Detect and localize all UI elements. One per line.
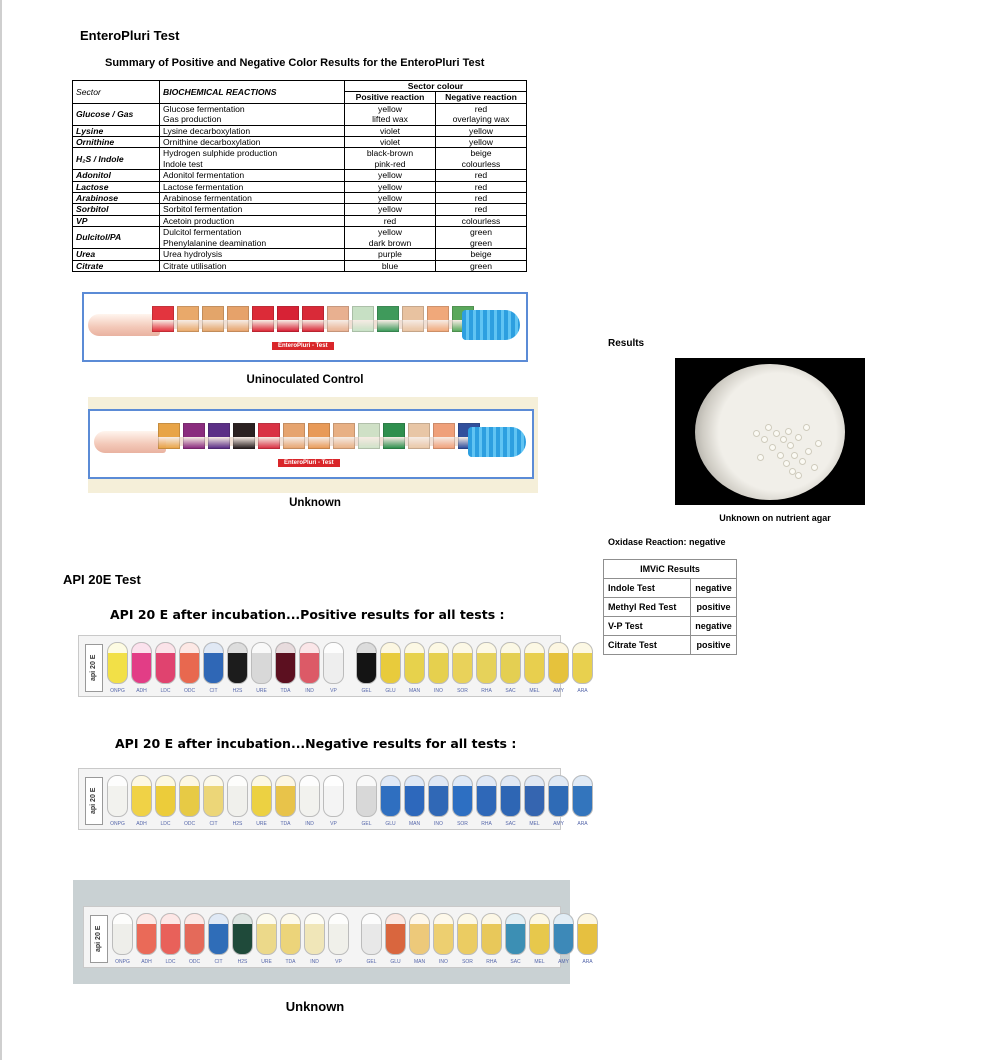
api-cup-label: TDA bbox=[280, 821, 291, 827]
table-row bbox=[73, 137, 526, 148]
api-cup-label: URE bbox=[256, 688, 267, 694]
summary-table bbox=[72, 80, 527, 272]
api-negative-title: API 20 E after incubation...Negative results for all tests : bbox=[115, 736, 517, 751]
api-cup bbox=[428, 775, 449, 817]
reaction-cell: Phenylalanine deamination bbox=[160, 238, 345, 249]
tube-compartment bbox=[233, 423, 255, 449]
negative-cell: red bbox=[436, 204, 527, 215]
api-cup bbox=[524, 642, 545, 684]
positive-cell: yellow bbox=[345, 193, 436, 204]
api-cup-label: SOR bbox=[457, 821, 468, 827]
api-cup-label: AMY bbox=[558, 959, 569, 965]
api-cup bbox=[505, 913, 526, 955]
table-row bbox=[73, 215, 526, 226]
negative-header: Negative reaction bbox=[436, 92, 527, 103]
api-cup bbox=[107, 775, 128, 817]
summary-table-title: Summary of Positive and Negative Color Results for the EnteroPluri Test bbox=[105, 57, 485, 69]
colony bbox=[780, 436, 787, 443]
api-cup bbox=[380, 642, 401, 684]
tube-label: EnteroPluri - Test bbox=[278, 459, 340, 467]
tube-compartment bbox=[202, 306, 224, 332]
table-row bbox=[73, 227, 526, 238]
api-cup bbox=[481, 913, 502, 955]
api-cup-label: URE bbox=[261, 959, 272, 965]
tube-compartment bbox=[433, 423, 455, 449]
table-row bbox=[73, 181, 526, 192]
table-row bbox=[73, 193, 526, 204]
sector-cell: Glucose / Gas bbox=[73, 103, 160, 125]
api-cup-label: VP bbox=[330, 688, 337, 694]
tube-compartment bbox=[308, 423, 330, 449]
api-cup-label: MAN bbox=[408, 688, 421, 694]
tube-compartment bbox=[302, 306, 324, 332]
api-cup-label: GEL bbox=[366, 959, 377, 965]
colony bbox=[783, 460, 790, 467]
negative-cell: colourless bbox=[461, 158, 501, 169]
api-cup bbox=[500, 642, 521, 684]
api-cup bbox=[203, 775, 224, 817]
api-cup-label: GEL bbox=[361, 688, 372, 694]
negative-cell: green bbox=[436, 227, 527, 238]
api-cup bbox=[299, 775, 320, 817]
api-cup bbox=[155, 642, 176, 684]
api-cup bbox=[553, 913, 574, 955]
table-row bbox=[73, 204, 526, 215]
colony bbox=[761, 436, 768, 443]
sector-cell: Dulcitol/PA bbox=[73, 227, 160, 249]
api-cup bbox=[452, 642, 473, 684]
positive-cell: dark brown bbox=[345, 238, 436, 249]
imvic-row bbox=[604, 598, 737, 617]
positive-cell: violet bbox=[345, 137, 436, 148]
control-caption: Uninoculated Control bbox=[246, 374, 364, 386]
colony bbox=[785, 428, 792, 435]
api-cup-label: CIT bbox=[209, 821, 218, 827]
api-cup bbox=[179, 642, 200, 684]
api-cup bbox=[323, 775, 344, 817]
api-cup bbox=[131, 775, 152, 817]
reactions-header: BIOCHEMICAL REACTIONS bbox=[160, 81, 345, 103]
sector-cell: Lactose bbox=[73, 181, 160, 192]
negative-cell: yellow bbox=[436, 137, 527, 148]
api-cup-label: IND bbox=[305, 821, 314, 827]
reaction-cell: Indole test bbox=[160, 159, 345, 170]
reaction-cell: Dulcitol fermentation bbox=[160, 227, 345, 238]
tube-compartment bbox=[258, 423, 280, 449]
api-cup-label: VP bbox=[335, 959, 342, 965]
api-cup-label: IND bbox=[310, 959, 319, 965]
tube-compartment bbox=[333, 423, 355, 449]
api-cup bbox=[280, 913, 301, 955]
tube-compartment bbox=[358, 423, 380, 449]
reaction-cell: Lactose fermentation bbox=[160, 181, 345, 192]
imvic-row bbox=[604, 636, 737, 655]
positive-cell: blue bbox=[345, 260, 436, 271]
reaction-cell: Urea hydrolysis bbox=[160, 249, 345, 260]
api-cup-label: ONPG bbox=[115, 959, 130, 965]
imvic-result: negative bbox=[691, 579, 737, 598]
plate-caption: Unknown on nutrient agar bbox=[719, 513, 831, 523]
imvic-result: positive bbox=[691, 598, 737, 617]
colony bbox=[789, 468, 796, 475]
tube-compartment bbox=[158, 423, 180, 449]
api-cup bbox=[323, 642, 344, 684]
api-cup bbox=[476, 775, 497, 817]
api-cup-label: LDC bbox=[160, 688, 171, 694]
negative-cell: red bbox=[436, 170, 527, 181]
colony bbox=[757, 454, 764, 461]
api20e-heading: API 20E Test bbox=[63, 572, 141, 587]
api-cup bbox=[184, 913, 205, 955]
api-cup bbox=[203, 642, 224, 684]
api-cup bbox=[572, 642, 593, 684]
api-cup bbox=[529, 913, 550, 955]
api-cup-label: LDC bbox=[160, 821, 171, 827]
api-cup bbox=[251, 775, 272, 817]
reaction-cell: Lysine decarboxylation bbox=[160, 125, 345, 136]
reaction-cell: Acetoin production bbox=[160, 215, 345, 226]
api-cup-label: URE bbox=[256, 821, 267, 827]
api-cup bbox=[404, 775, 425, 817]
colony bbox=[795, 434, 802, 441]
tube-compartment bbox=[408, 423, 430, 449]
negative-cell: overlaying wax bbox=[452, 114, 510, 125]
api-cup-label: RHA bbox=[481, 688, 492, 694]
api-cup-label: GLU bbox=[390, 959, 401, 965]
api-cup bbox=[160, 913, 181, 955]
api-positive-title: API 20 E after incubation...Positive results for all tests : bbox=[110, 607, 505, 622]
tube-compartment bbox=[402, 306, 424, 332]
api-cup-label: TDA bbox=[285, 959, 296, 965]
api-cup-label: ODC bbox=[183, 688, 196, 694]
api-cup bbox=[299, 642, 320, 684]
tube-compartment bbox=[177, 306, 199, 332]
api-cup bbox=[548, 775, 569, 817]
api-cup bbox=[155, 775, 176, 817]
api-negative-strip bbox=[78, 768, 588, 830]
sector-cell: Ornithine bbox=[73, 137, 160, 148]
reaction-cell: Glucose fermentation bbox=[160, 103, 345, 114]
table-row bbox=[73, 170, 526, 181]
api-cup-label: GEL bbox=[361, 821, 372, 827]
colony bbox=[791, 452, 798, 459]
positive-cell: violet bbox=[345, 125, 436, 136]
api-cup bbox=[404, 642, 425, 684]
api-cup-label: MAN bbox=[413, 959, 426, 965]
imvic-table bbox=[603, 559, 737, 655]
enteropluri-unknown-tube bbox=[88, 397, 538, 493]
negative-cell: beige bbox=[436, 148, 527, 159]
api-cup-label: SAC bbox=[505, 688, 516, 694]
api-unknown-photo bbox=[73, 880, 593, 984]
sector-cell: Lysine bbox=[73, 125, 160, 136]
positive-cell: yellow bbox=[345, 170, 436, 181]
results-label: Results bbox=[608, 338, 645, 349]
api-cup-label: INO bbox=[434, 688, 443, 694]
api-cup-label: MEL bbox=[529, 688, 540, 694]
tube-compartment bbox=[427, 306, 449, 332]
reaction-cell: Sorbitol fermentation bbox=[160, 204, 345, 215]
api-cup-label: H2S bbox=[232, 821, 243, 827]
api-cup-label: INO bbox=[439, 959, 448, 965]
api-cup-label: MEL bbox=[529, 821, 540, 827]
imvic-test: Methyl Red Test bbox=[604, 598, 691, 617]
api-cup bbox=[380, 775, 401, 817]
colony bbox=[769, 444, 776, 451]
api-positive-strip bbox=[78, 635, 588, 697]
api-cup-label: H2S bbox=[237, 959, 248, 965]
api-cup bbox=[112, 913, 133, 955]
api-cup-label: H2S bbox=[232, 688, 243, 694]
api-cup-label: GLU bbox=[385, 688, 396, 694]
api-cup bbox=[256, 913, 277, 955]
colony bbox=[799, 458, 806, 465]
api-cup bbox=[500, 775, 521, 817]
api-cup-label: SAC bbox=[510, 959, 521, 965]
api-cup bbox=[433, 913, 454, 955]
positive-cell: yellow bbox=[345, 181, 436, 192]
api-cup bbox=[275, 775, 296, 817]
table-row bbox=[73, 249, 526, 260]
colony bbox=[795, 472, 802, 479]
imvic-row bbox=[604, 579, 737, 598]
table-row bbox=[73, 125, 526, 136]
api-cup-label: ARA bbox=[577, 821, 588, 827]
api-cup-label: LDC bbox=[165, 959, 176, 965]
page-left-rule bbox=[0, 0, 2, 1060]
sector-cell: Citrate bbox=[73, 260, 160, 271]
table-row bbox=[73, 148, 526, 159]
api-cup-label: AMY bbox=[553, 688, 564, 694]
sector-cell: Arabinose bbox=[73, 193, 160, 204]
api-cup-label: ODC bbox=[183, 821, 196, 827]
api-unknown-strip bbox=[83, 906, 593, 968]
positive-cell: yellow bbox=[345, 204, 436, 215]
api-cup bbox=[356, 642, 377, 684]
colony bbox=[765, 424, 772, 431]
enteropluri-heading: EnteroPluri Test bbox=[80, 28, 180, 43]
api-cup bbox=[524, 775, 545, 817]
sector-header: Sector bbox=[73, 81, 160, 103]
api-cup bbox=[304, 913, 325, 955]
colony bbox=[811, 464, 818, 471]
api-cup bbox=[385, 913, 406, 955]
imvic-test: Indole Test bbox=[604, 579, 691, 598]
api-cup bbox=[131, 642, 152, 684]
api-cup-label: INO bbox=[434, 821, 443, 827]
oxidase-result: Oxidase Reaction: negative bbox=[608, 537, 726, 547]
negative-cell: red bbox=[436, 181, 527, 192]
imvic-result: positive bbox=[691, 636, 737, 655]
negative-cell: colourless bbox=[436, 215, 527, 226]
positive-cell: pink-red bbox=[345, 159, 436, 170]
tube-compartment bbox=[183, 423, 205, 449]
sector-cell: VP bbox=[73, 215, 160, 226]
positive-cell: black-brown bbox=[345, 148, 436, 159]
colony bbox=[773, 430, 780, 437]
api-unknown-caption: Unknown bbox=[285, 999, 345, 1014]
api-cup-label: MAN bbox=[408, 821, 421, 827]
negative-cell: beige bbox=[436, 249, 527, 260]
api-cup bbox=[328, 913, 349, 955]
api-cup-label: ADH bbox=[141, 959, 152, 965]
enteropluri-control-tube bbox=[82, 292, 528, 362]
api-cup-label: CIT bbox=[209, 688, 218, 694]
positive-cell: red bbox=[345, 215, 436, 226]
api-cup-label: ARA bbox=[577, 688, 588, 694]
api-cup-label: MEL bbox=[534, 959, 545, 965]
tube-compartment bbox=[352, 306, 374, 332]
colony bbox=[753, 430, 760, 437]
api-cup bbox=[179, 775, 200, 817]
imvic-result: negative bbox=[691, 617, 737, 636]
positive-header: Positive reaction bbox=[345, 92, 436, 103]
api-cup bbox=[572, 775, 593, 817]
api-cup-label: TDA bbox=[280, 688, 291, 694]
api-cup-label: GLU bbox=[385, 821, 396, 827]
api-cup-label: ADH bbox=[136, 821, 147, 827]
sector-cell: Adonitol bbox=[73, 170, 160, 181]
api-cup-label: SOR bbox=[457, 688, 468, 694]
tube-compartment bbox=[277, 306, 299, 332]
negative-cell: green bbox=[436, 260, 527, 271]
api-cup bbox=[275, 642, 296, 684]
positive-cell: yellow bbox=[345, 227, 436, 238]
api-logo: api 20 E bbox=[85, 777, 103, 825]
unknown-tube-caption: Unknown bbox=[289, 497, 341, 509]
api-cup bbox=[361, 913, 382, 955]
colony bbox=[815, 440, 822, 447]
api-cup bbox=[476, 642, 497, 684]
api-cup bbox=[428, 642, 449, 684]
tube-compartment bbox=[252, 306, 274, 332]
positive-cell: purple bbox=[345, 249, 436, 260]
api-cup-label: SAC bbox=[505, 821, 516, 827]
api-cup-label: ADH bbox=[136, 688, 147, 694]
positive-cell: lifted wax bbox=[345, 114, 436, 125]
tube-cap bbox=[94, 431, 166, 453]
negative-cell: red bbox=[436, 193, 527, 204]
negative-cell: red bbox=[436, 103, 527, 114]
tube-compartment bbox=[152, 306, 174, 332]
api-cup bbox=[457, 913, 478, 955]
table-row bbox=[73, 103, 526, 114]
tube-blue-end bbox=[462, 310, 520, 340]
api-cup-label: ONPG bbox=[110, 821, 125, 827]
imvic-test: V-P Test bbox=[604, 617, 691, 636]
tube-blue-end bbox=[468, 427, 526, 457]
tube-compartment bbox=[227, 306, 249, 332]
api-cup bbox=[227, 775, 248, 817]
reaction-cell: Hydrogen sulphide production bbox=[160, 148, 345, 159]
sector-cell: Sorbitol bbox=[73, 204, 160, 215]
api-cup bbox=[227, 642, 248, 684]
api-cup-label: ODC bbox=[188, 959, 201, 965]
api-cup bbox=[232, 913, 253, 955]
reaction-cell: Citrate utilisation bbox=[160, 260, 345, 271]
tube-compartment bbox=[383, 423, 405, 449]
negative-cell: green bbox=[470, 237, 492, 248]
reaction-cell: Arabinose fermentation bbox=[160, 193, 345, 204]
api-cup bbox=[356, 775, 377, 817]
imvic-title: IMViC Results bbox=[604, 560, 737, 579]
colony bbox=[787, 442, 794, 449]
sector-cell: H₂S / Indole bbox=[73, 148, 160, 170]
tube-compartment bbox=[283, 423, 305, 449]
api-cup bbox=[548, 642, 569, 684]
imvic-test: Citrate Test bbox=[604, 636, 691, 655]
tube-compartment bbox=[327, 306, 349, 332]
api-cup bbox=[136, 913, 157, 955]
positive-cell: yellow bbox=[345, 103, 436, 114]
api-cup-label: IND bbox=[305, 688, 314, 694]
api-cup-label: AMY bbox=[553, 821, 564, 827]
negative-cell: yellow bbox=[436, 125, 527, 136]
api-cup-label: ONPG bbox=[110, 688, 125, 694]
tube-compartment bbox=[377, 306, 399, 332]
api-cup-label: VP bbox=[330, 821, 337, 827]
reaction-cell: Gas production bbox=[160, 114, 345, 125]
api-cup bbox=[251, 642, 272, 684]
api-cup-label: RHA bbox=[481, 821, 492, 827]
tube-compartment bbox=[208, 423, 230, 449]
reaction-cell: Ornithine decarboxylation bbox=[160, 137, 345, 148]
colony bbox=[777, 452, 784, 459]
api-cup-label: ARA bbox=[582, 959, 593, 965]
api-cup bbox=[208, 913, 229, 955]
petri-dish-photo bbox=[675, 358, 865, 505]
reaction-cell: Adonitol fermentation bbox=[160, 170, 345, 181]
sector-colour-header: Sector colour bbox=[345, 81, 527, 92]
api-cup bbox=[409, 913, 430, 955]
api-cup bbox=[107, 642, 128, 684]
api-logo: api 20 E bbox=[90, 915, 108, 963]
api-cup bbox=[452, 775, 473, 817]
api-cup-label: RHA bbox=[486, 959, 497, 965]
sector-cell: Urea bbox=[73, 249, 160, 260]
table-row bbox=[73, 260, 526, 271]
colony bbox=[803, 424, 810, 431]
imvic-row bbox=[604, 617, 737, 636]
tube-cap bbox=[88, 314, 160, 336]
colony bbox=[805, 448, 812, 455]
api-cup-label: CIT bbox=[214, 959, 223, 965]
tube-label: EnteroPluri - Test bbox=[272, 342, 334, 350]
api-cup-label: SOR bbox=[462, 959, 473, 965]
api-logo: api 20 E bbox=[85, 644, 103, 692]
api-cup bbox=[577, 913, 598, 955]
